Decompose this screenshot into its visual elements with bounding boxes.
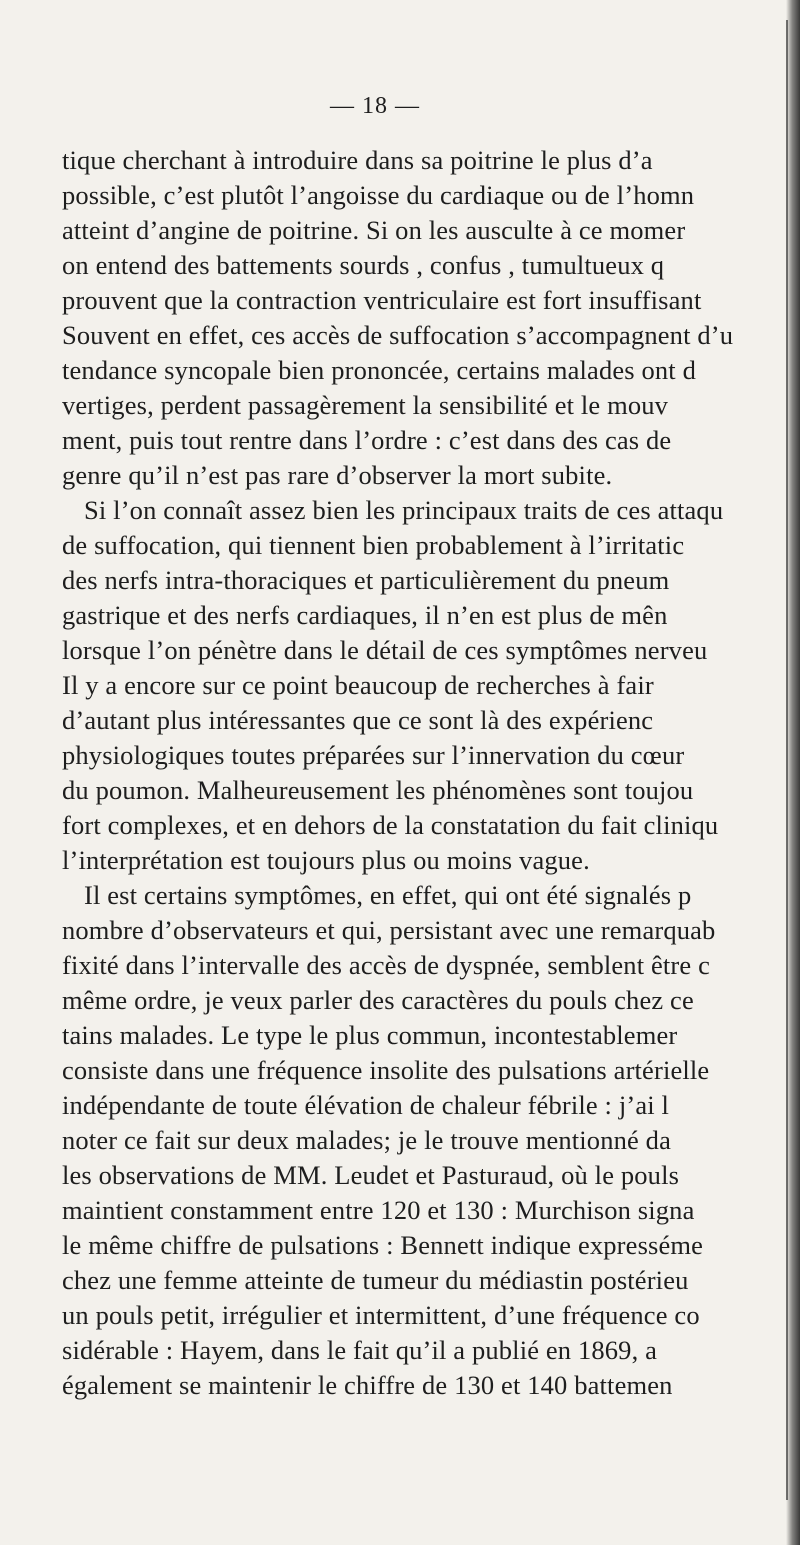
text-line: Il y a encore sur ce point beaucoup de recherches à fair <box>62 670 654 700</box>
text-line: chez une femme atteinte de tumeur du médiastin postérieu <box>62 1265 689 1295</box>
text-line: même ordre, je veux parler des caractères du pouls chez ce <box>62 985 694 1015</box>
text-line: un pouls petit, irrégulier et intermittent, d’une fréquence co <box>62 1300 700 1330</box>
text-line: on entend des battements sourds , confus , tumultueux q <box>62 250 665 280</box>
page-number-text: — 18 — <box>330 93 420 119</box>
text-line: tendance syncopale bien prononcée, certains malades ont d <box>62 355 696 385</box>
text-line: vertiges, perdent passagèrement la sensibilité et le mouv <box>62 390 669 420</box>
text-line: Il est certains symptômes, en effet, qui ont été signalés p <box>84 880 692 910</box>
text-line: sidérable : Hayem, dans le fait qu’il a publié en 1869, a <box>62 1335 658 1365</box>
text-line: gastrique et des nerfs cardiaques, il n’en est plus de mên <box>62 600 668 630</box>
text-line: indépendante de toute élévation de chaleur fébrile : j’ai l <box>62 1090 670 1120</box>
page-number <box>0 93 800 120</box>
text-line: nombre d’observateurs et qui, persistant avec une remarquab <box>62 915 716 945</box>
binding-edge-shadow <box>786 0 800 1545</box>
text-line: fort complexes, et en dehors de la constatation du fait cliniqu <box>62 810 719 840</box>
text-line: consiste dans une fréquence insolite des pulsations artérielle <box>62 1055 710 1085</box>
text-line: atteint d’angine de poitrine. Si on les ausculte à ce momer <box>62 215 686 245</box>
text-line: physiologiques toutes préparées sur l’innervation du cœur <box>62 740 685 770</box>
text-line: tains malades. Le type le plus commun, incontestablemer <box>62 1020 678 1050</box>
text-line: les observations de MM. Leudet et Pasturaud, où le pouls <box>62 1160 680 1190</box>
text-line: du poumon. Malheureusement les phénomènes sont toujou <box>62 775 694 805</box>
body-text <box>62 143 800 1403</box>
text-line: l’interprétation est toujours plus ou moins vague. <box>62 845 590 875</box>
text-line: noter ce fait sur deux malades; je le trouve mentionné da <box>62 1125 671 1155</box>
text-line: possible, c’est plutôt l’angoisse du cardiaque ou de l’homn <box>62 180 695 210</box>
text-line: d’autant plus intéressantes que ce sont là des expérienc <box>62 705 654 735</box>
text-line: de suffocation, qui tiennent bien probablement à l’irritatic <box>62 530 685 560</box>
text-line: ment, puis tout rentre dans l’ordre : c’est dans des cas de <box>62 425 672 455</box>
text-line: lorsque l’on pénètre dans le détail de ces symptômes nerveu <box>62 635 708 665</box>
text-line: Si l’on connaît assez bien les principaux traits de ces attaqu <box>84 495 724 525</box>
text-line: également se maintenir le chiffre de 130 et 140 battemen <box>62 1370 673 1400</box>
text-line: fixité dans l’intervalle des accès de dyspnée, semblent être c <box>62 950 710 980</box>
text-line: prouvent que la contraction ventriculaire est fort insuffisant <box>62 285 702 315</box>
text-line: genre qu’il n’est pas rare d’observer la mort subite. <box>62 460 613 490</box>
text-line: maintient constamment entre 120 et 130 : Murchison signa <box>62 1195 695 1225</box>
text-line: le même chiffre de pulsations : Bennett indique expresséme <box>62 1230 704 1260</box>
text-line: Souvent en effet, ces accès de suffocation s’accompagnent d’u <box>62 320 734 350</box>
text-line: tique cherchant à introduire dans sa poitrine le plus d’a <box>62 145 653 175</box>
text-line: des nerfs intra-thoraciques et particulièrement du pneum <box>62 565 670 595</box>
